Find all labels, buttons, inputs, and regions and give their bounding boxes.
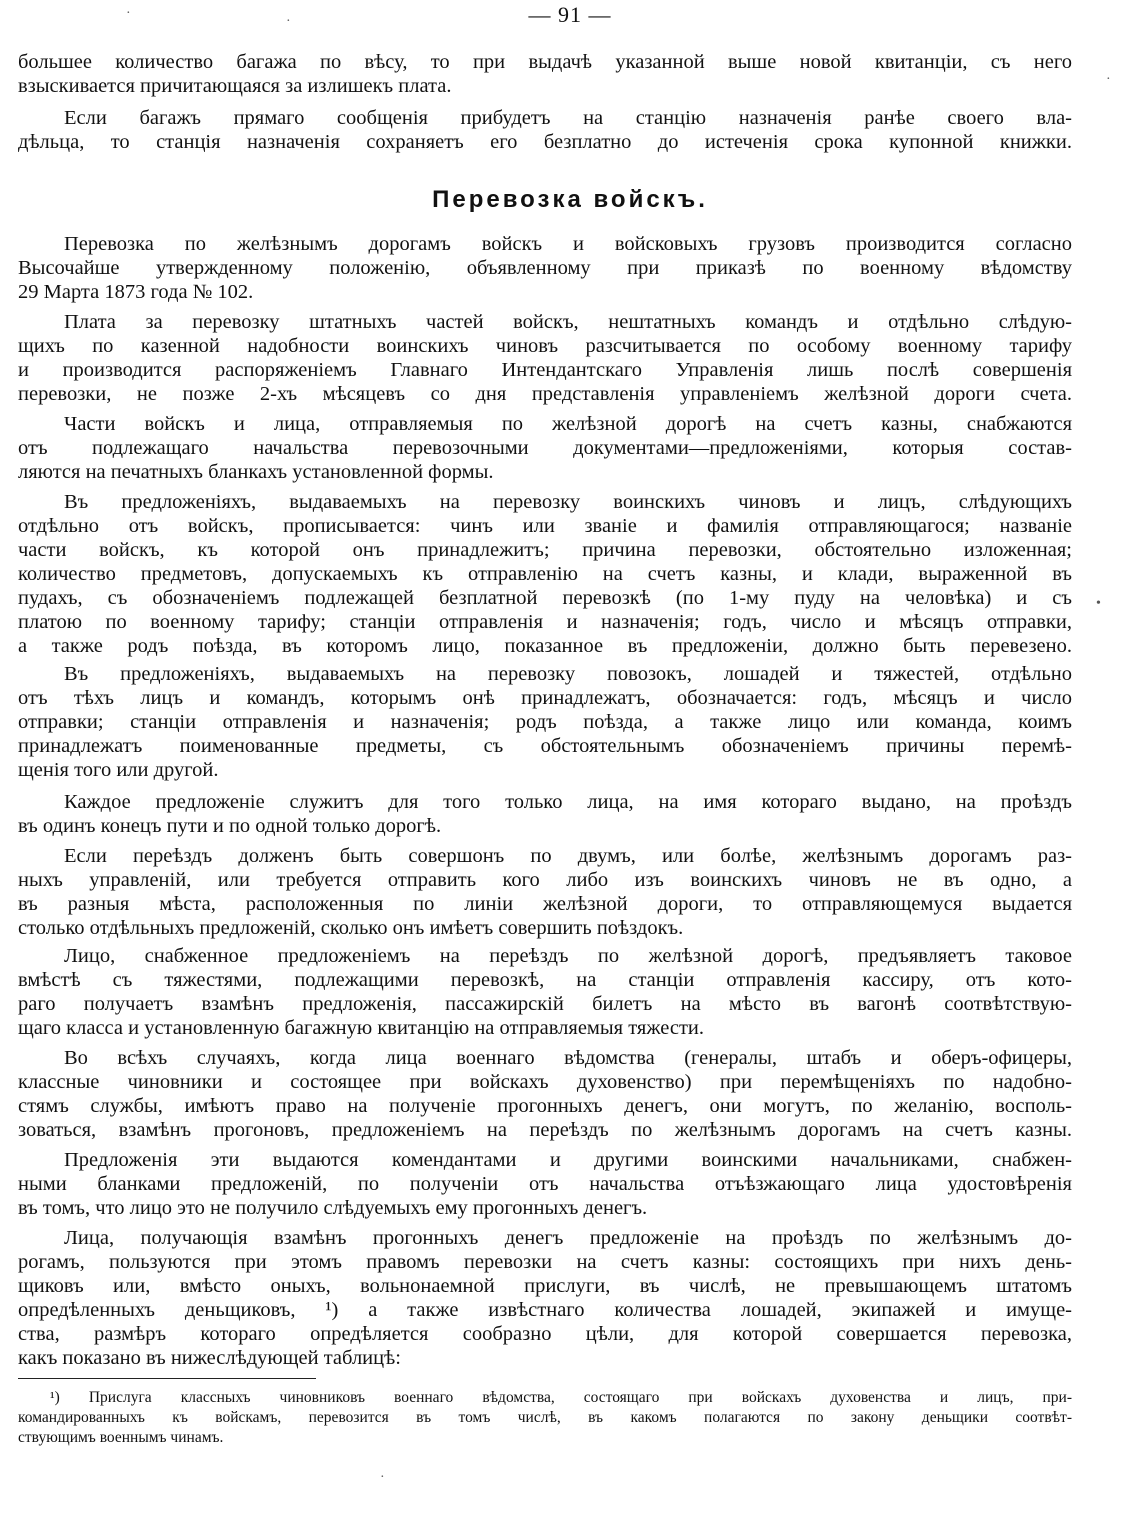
text-line: количество предметовъ, допускаемыхъ къ отправленію на счетъ казны, и клади, выраженной въ xyxy=(18,563,1072,585)
scan-speck: · xyxy=(126,6,131,21)
text-line: большее количество багажа по вѣсу, то при выдачѣ указанной выше новой квитанціи, съ него xyxy=(18,51,1072,73)
text-line: Плата за перевозку штатныхъ частей войскъ, нештатныхъ командъ и отдѣльно слѣдую- xyxy=(64,311,1072,333)
scan-speck: · xyxy=(380,1470,385,1485)
text-line: ляются на печатныхъ бланкахъ установленной формы. xyxy=(18,461,494,483)
text-line: ства, размѣръ котораго опредѣляется сообразно цѣли, для которой совершается перевозка, xyxy=(18,1323,1072,1345)
text-line: рогамъ, пользуются при этомъ правомъ перевозки на счетъ казны: состоящихъ при нихъ день- xyxy=(18,1251,1072,1273)
text-line: вмѣстѣ съ тяжестями, подлежащими перевозкѣ, на станціи отправленія кассиру, отъ кото- xyxy=(18,969,1072,991)
text-line: взыскивается причитающаяся за излишекъ плата. xyxy=(18,75,452,97)
text-line: Въ предложеніяхъ, выдаваемыхъ на перевозку повозокъ, лошадей и тяжестей, отдѣльно xyxy=(64,663,1072,685)
text-line: отъ тѣхъ лицъ и командъ, которымъ онѣ принадлежатъ, обозначается: годъ, мѣсяцъ и число xyxy=(18,687,1072,709)
section-title: Перевозка войскъ. xyxy=(432,186,708,213)
text-line: а также родъ поѣзда, въ которомъ лицо, показанное въ предложеніи, должно быть перевезено. xyxy=(18,635,1072,657)
text-line: Если багажъ прямаго сообщенія прибудетъ на станцію назначенія ранѣе своего вла- xyxy=(64,107,1072,129)
scan-speck: · xyxy=(1106,72,1111,87)
text-line: Части войскъ и лица, отправляемыя по желѣзной дорогѣ на счетъ казны, снабжаются xyxy=(64,413,1072,435)
text-line: щенія того или другой. xyxy=(18,759,219,781)
text-line: и производится распоряженіемъ Главнаго Интендантскаго Управленія лишь послѣ совершенія xyxy=(18,359,1072,381)
text-line: пудахъ, съ обозначеніемъ подлежащей безплатной перевозкѣ (по 1-му пуду на человѣка) и съ xyxy=(18,587,1072,609)
text-line: зоваться, взамѣнъ прогоновъ, предложеніемъ на переѣздъ по желѣзнымъ дорогамъ на счетъ казны. xyxy=(18,1119,1072,1141)
scan-speck: · xyxy=(286,14,291,29)
text-line: Лица, получающія взамѣнъ прогонныхъ денегъ предложеніе на проѣздъ по желѣзнымъ до- xyxy=(64,1227,1072,1249)
text-line: ными бланками предложеній, по полученіи отъ начальства отъѣзжающаго лица удостовѣренія xyxy=(18,1173,1072,1195)
text-line: отдѣльно отъ войскъ, прописывается: чинъ или званіе и фамилія отправляющагося; названіе xyxy=(18,515,1072,537)
text-line: 29 Марта 1873 года № 102. xyxy=(18,281,254,303)
text-line: раго получаетъ взамѣнъ предложенія, пассажирскій билетъ на мѣсто въ вагонѣ соотвѣтствую- xyxy=(18,993,1072,1015)
text-line: Во всѣхъ случаяхъ, когда лица военнаго вѣдомства (генералы, штабъ и оберъ-офицеры, xyxy=(64,1047,1072,1069)
text-line: Въ предложеніяхъ, выдаваемыхъ на перевозку воинскихъ чиновъ и лицъ, слѣдующихъ xyxy=(64,491,1072,513)
footnote-line: командированныхъ къ войскамъ, перевозится въ томъ числѣ, въ какомъ полагаются по закону деньщики соотвѣт- xyxy=(18,1409,1072,1426)
footnote-divider xyxy=(18,1378,316,1379)
text-line: классные чиновники и состоящее при войскахъ духовенство) при перемѣщеніяхъ по надобно- xyxy=(18,1071,1072,1093)
text-line: отправки; станціи отправленія и назначенія; родъ поѣзда, а также лицо или команда, коимъ xyxy=(18,711,1072,733)
page-number: — 91 — xyxy=(528,2,612,27)
text-line: щиковъ или, вмѣсто оныхъ, вольнонаемной прислуги, въ числѣ, не превышающемъ штатомъ xyxy=(18,1275,1072,1297)
text-line: Предложенія эти выдаются комендантами и другими воинскими начальниками, снабжен- xyxy=(64,1149,1072,1171)
text-line: въ одинъ конецъ пути и по одной только дорогѣ. xyxy=(18,815,442,837)
text-line: щихъ по казенной надобности воинскихъ чиновъ разсчитывается по особому военному тарифу xyxy=(18,335,1072,357)
text-line: щаго класса и установленную багажную квитанцію на отправляемыя тяжести. xyxy=(18,1017,705,1039)
footnote-line: ствующимъ военнымъ чинамъ. xyxy=(18,1429,224,1446)
footnote-line: ¹) Прислуга классныхъ чиновниковъ военнаго вѣдомства, состоящаго при войскахъ духовенства и лицъ, при- xyxy=(50,1389,1072,1406)
text-line: какъ показано въ нижеслѣдующей таблицѣ: xyxy=(18,1347,401,1369)
text-line: въ разныя мѣста, расположенныя по линіи желѣзной дороги, то отправляющемуся выдается xyxy=(18,893,1072,915)
text-line: Лицо, снабженное предложеніемъ на переѣздъ по желѣзной дорогѣ, предъявляетъ таковое xyxy=(64,945,1072,967)
text-line: отъ подлежащаго начальства перевозочными документами—предложеніями, которыя состав- xyxy=(18,437,1072,459)
scan-speck: • xyxy=(1096,596,1101,611)
text-line: перевозки, не позже 2-хъ мѣсяцевъ со дня представленія управленіемъ желѣзной дороги счета. xyxy=(18,383,1072,405)
text-line: столько отдѣльныхъ предложеній, сколько онъ имѣетъ совершить поѣздокъ. xyxy=(18,917,684,939)
text-line: въ томъ, что лицо это не получило слѣдуемыхъ ему прогонныхъ денегъ. xyxy=(18,1197,648,1219)
text-line: дѣльца, то станція назначенія сохраняетъ его безплатно до истеченія срока купонной книжки. xyxy=(18,131,1072,153)
text-line: Перевозка по желѣзнымъ дорогамъ войскъ и войсковыхъ грузовъ производится согласно xyxy=(64,233,1072,255)
text-line: Если переѣздъ долженъ быть совершонъ по двумъ, или болѣе, желѣзнымъ дорогамъ раз- xyxy=(64,845,1072,867)
text-line: ныхъ управленій, или требуется отправить кого либо изъ воинскихъ чиновъ не въ одно, а xyxy=(18,869,1072,891)
text-line: опредѣленныхъ деньщиковъ, ¹) а также извѣстнаго количества лошадей, экипажей и имуще- xyxy=(18,1299,1072,1321)
text-line: части войскъ, къ которой онъ принадлежитъ; причина перевозки, обстоятельно изложенная; xyxy=(18,539,1072,561)
text-line: Каждое предложеніе служитъ для того только лица, на имя котораго выдано, на проѣздъ xyxy=(64,791,1072,813)
text-line: платою по военному тарифу; станціи отправленія и назначенія; годъ, число и мѣсяцъ отправки, xyxy=(18,611,1072,633)
text-line: принадлежатъ поименованные предметы, съ обстоятельнымъ обозначеніемъ причины перемѣ- xyxy=(18,735,1072,757)
text-line: стямъ службы, имѣютъ право на полученіе прогонныхъ денегъ, они могутъ, по желанію, восполь- xyxy=(18,1095,1072,1117)
text-line: Высочайше утвержденному положенію, объявленному при приказѣ по военному вѣдомству xyxy=(18,257,1072,279)
